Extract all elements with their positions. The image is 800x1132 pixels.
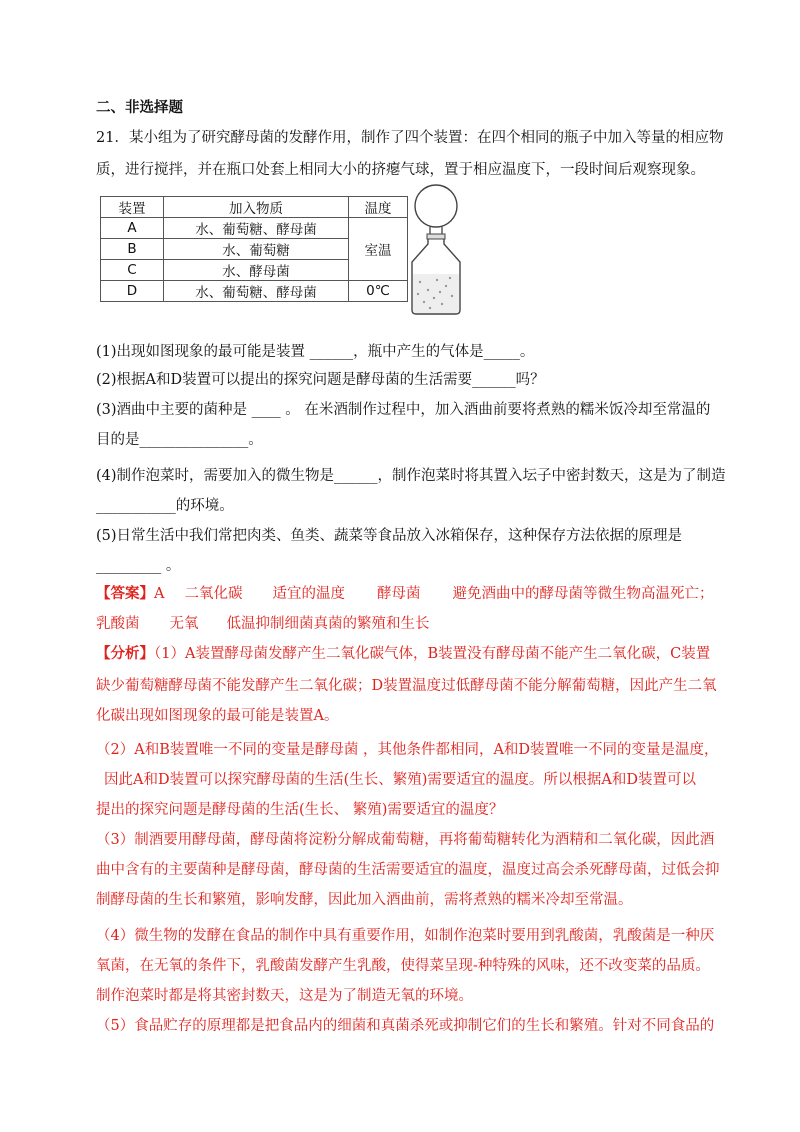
answer-item: 避免酒曲中的酵母菌等微生物高温死亡； <box>452 586 714 602</box>
subquestion-2: (2)根据A和D装置可以提出的探究问题是酵母菌的生活需要______吗？ <box>96 372 545 388</box>
table-header-device: 装置 <box>101 197 164 218</box>
answer-line-2 <box>96 614 430 634</box>
subquestion-5-line-1: (5)日常生活中我们常把肉类、鱼类、蔬菜等食品放入冰箱保存，这种保存方法依据的原理是 <box>96 528 683 544</box>
answer-item: 低温抑制细菌真菌的繁殖和生长 <box>226 616 430 632</box>
analysis-p3-line-2: 曲中含有的主要菌种是酵母菌，酵母菌的生活需要适宜的温度，温度过高会杀死酵母菌，过低会抑 <box>96 862 720 878</box>
section-title: 二、非选择题 <box>96 99 183 116</box>
experiment-table <box>100 196 408 302</box>
table-cell-device: A <box>101 218 164 239</box>
subquestion-3-line-2: 目的是_______________。 <box>96 432 263 448</box>
answer-label: 【答案】 <box>96 585 154 602</box>
table-header-substance: 加入物质 <box>164 197 349 218</box>
table-cell-device: D <box>101 281 164 302</box>
analysis-p2-line-1: （2）A和B装置唯一不同的变量是酵母菌 ，其他条件都相同，A和D装置唯一不同的变量是温度， <box>96 742 719 758</box>
analysis-p1-line-2: 缺少葡萄糖酵母菌不能发酵产生二氧化碳；D装置温度过低酵母菌不能分解葡萄糖，因此产生二氧 <box>96 678 717 694</box>
analysis-p1-line-3: 化碳出现如图现象的最可能是装置A。 <box>96 708 339 724</box>
answer-item: 适宜的温度 <box>272 586 345 602</box>
answer-item: A <box>154 586 165 602</box>
subquestion-4-line-2: ___________的环境。 <box>96 498 234 514</box>
answer-line-1 <box>96 584 713 604</box>
analysis-p2-line-3: 提出的探究问题是酵母菌的生活(生长、 繁殖)需要适宜的温度？ <box>96 802 504 818</box>
answer-item: 酵母菌 <box>376 586 421 602</box>
analysis-label: 【分析】 <box>96 645 154 662</box>
analysis-p4-line-3: 制作泡菜时都是将其密封数天，这是为了制造无氧的环境。 <box>96 988 473 1004</box>
analysis-p4-line-2: 氧菌，在无氧的条件下，乳酸菌发酵产生乳酸，使得菜呈现-种特殊的风味，还不改变菜的品质。 <box>96 958 710 974</box>
table-header-row <box>101 197 408 218</box>
bottle-balloon-illustration <box>404 182 468 318</box>
table-cell-substance: 水、葡萄糖 <box>164 239 349 260</box>
subquestion-4-line-1: (4)制作泡菜时，需要加入的微生物是______，制作泡菜时将其置入坛子中密封数天，这是为了制造 <box>96 468 726 484</box>
table-row <box>101 281 408 302</box>
analysis-p4-line-1: （4）微生物的发酵在食品的制作中具有重要作用，如制作泡菜时要用到乳酸菌，乳酸菌是一种厌 <box>96 928 715 944</box>
subquestion-5-line-2: _________ 。 <box>96 558 181 574</box>
answer-item: 二氧化碳 <box>184 586 243 602</box>
analysis-p2-line-2: 因此A和D装置可以探究酵母菌的生活(生长、繁殖)需要适宜的温度。所以根据A和D装置可以 <box>104 772 697 788</box>
analysis-p3-line-1: （3）制酒要用酵母菌，酵母菌将淀粉分解成葡萄糖，再将葡萄糖转化为酒精和二氧化碳，因此酒 <box>96 832 715 848</box>
analysis-p5-line-1: （5）食品贮存的原理都是把食品内的细菌和真菌杀死或抑制它们的生长和繁殖。针对不同食品的 <box>96 1018 715 1034</box>
table-cell-device: B <box>101 239 164 260</box>
table-cell-device: C <box>101 260 164 281</box>
table-row <box>101 218 408 239</box>
table-header-temperature: 温度 <box>349 197 408 218</box>
table-cell-substance: 水、葡萄糖、酵母菌 <box>164 218 349 239</box>
question-text-line-1: 21．某小组为了研究酵母菌的发酵作用，制作了四个装置：在四个相同的瓶子中加入等量的相应物 <box>96 130 724 146</box>
answer-item: 乳酸菌 <box>96 616 140 632</box>
subquestion-1: (1)出现如图现象的最可能是装置 ______，瓶中产生的气体是_____。 <box>96 344 535 360</box>
analysis-p3-line-3: 制酵母菌的生长和繁殖，影响发酵，因此加入酒曲前，需将煮熟的糯米冷却至常温。 <box>96 892 633 908</box>
answer-item: 无氧 <box>169 616 199 632</box>
subquestion-3-line-1: (3)酒曲中主要的菌种是 ____ 。 在米酒制作过程中，加入酒曲前要将煮熟的糯米饭冷却至常温的 <box>96 402 711 418</box>
analysis-p1-line-1 <box>96 644 710 664</box>
table-cell-substance: 水、酵母菌 <box>164 260 349 281</box>
analysis-text: （1）A装置酵母菌发酵产生二氧化碳气体，B装置没有酵母菌不能产生二氧化碳，C装置 <box>154 646 711 662</box>
table-cell-temperature-room: 室温 <box>349 218 408 281</box>
table-cell-substance: 水、葡萄糖、酵母菌 <box>164 281 349 302</box>
question-text-line-2: 质，进行搅拌，并在瓶口处套上相同大小的挤瘪气球，置于相应温度下，一段时间后观察现象。 <box>96 162 705 178</box>
table-cell-temperature-zero: 0℃ <box>349 281 408 302</box>
